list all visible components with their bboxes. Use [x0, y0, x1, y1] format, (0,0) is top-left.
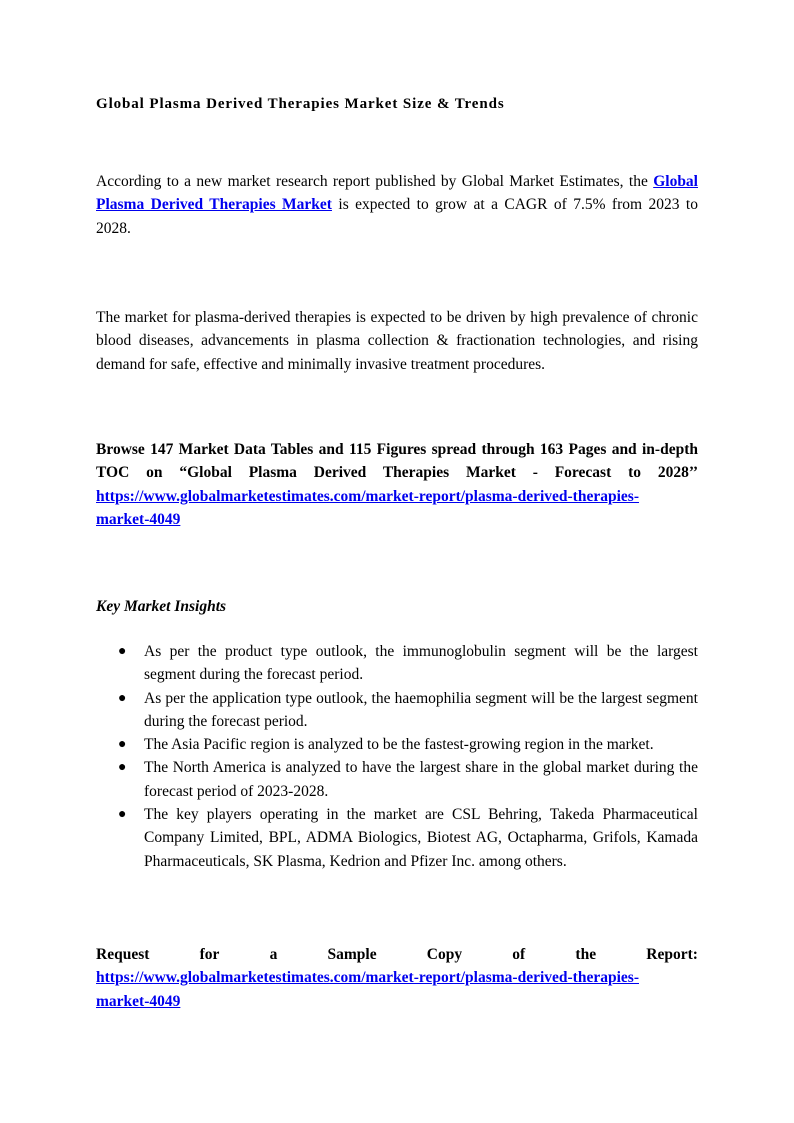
list-item-text: The key players operating in the market are CSL Behring, Takeda Pharmaceutical Company Limited, BPL, ADMA Biologics, Biotest AG, Octapharma, Grifols, Kamada Pharmaceuticals, SK Plasma, Kedrion and Pfizer Inc. among others. — [144, 806, 698, 870]
drivers-paragraph: The market for plasma-derived therapies is expected to be driven by high prevalence of chronic blood diseases, advancements in plasma collection & fractionation technologies, and rising demand for safe, effective and minimally invasive treatment procedures. — [96, 309, 698, 373]
browse-text: Browse 147 Market Data Tables and 115 Figures spread through 163 Pages and in-depth TOC on “Global Plasma Derived Therapies Market - Forecast to 2028’’ — [96, 441, 698, 482]
list-item — [96, 803, 698, 873]
insights-heading: Key Market Insights — [96, 598, 227, 615]
insights-list — [96, 640, 698, 873]
request-url-line1: https://www.globalmarketestimates.com/market-report/plasma-derived-therapies- — [96, 969, 639, 987]
request-word: Request — [96, 946, 150, 963]
browse-url-line2: market-4049 — [96, 510, 181, 528]
bullet-icon: ● — [118, 690, 127, 706]
bullet-icon: ● — [118, 737, 127, 753]
request-word: a — [269, 946, 278, 963]
market-report-link[interactable]: Global Plasma Derived Therapies Market — [96, 173, 698, 214]
request-word: the — [575, 946, 597, 963]
browse-url-line1: https://www.globalmarketestimates.com/market-report/plasma-derived-therapies- — [96, 487, 639, 505]
intro-text-before: According to a new market research report published by Global Market Estimates, the — [96, 173, 654, 190]
request-word: Copy — [426, 946, 463, 963]
request-word: of — [512, 946, 526, 963]
page-title: Global Plasma Derived Therapies Market Size & Trends — [96, 96, 505, 112]
list-item-text: The Asia Pacific region is analyzed to be the fastest-growing region in the market. — [144, 736, 654, 754]
request-url-line2: market-4049 — [96, 992, 181, 1010]
list-item — [96, 733, 698, 756]
sample-request-heading — [96, 943, 698, 966]
list-item — [96, 687, 698, 734]
bullet-icon: ● — [118, 760, 127, 776]
request-word: for — [199, 946, 220, 963]
list-item — [96, 640, 698, 687]
bullet-icon: ● — [118, 807, 127, 823]
request-word: Report: — [646, 946, 698, 963]
list-item-text: As per the application type outlook, the haemophilia segment will be the largest segment during the forecast period. — [144, 689, 698, 730]
sample-request-link[interactable] — [96, 969, 639, 1009]
request-word: Sample — [327, 946, 377, 963]
list-item — [96, 756, 698, 803]
list-item-text: The North America is analyzed to have the largest share in the global market during the forecast period of 2023-2028. — [144, 759, 698, 800]
browse-paragraph — [96, 438, 698, 531]
intro-paragraph — [96, 170, 698, 240]
browse-report-link[interactable] — [96, 488, 639, 528]
list-item-text: As per the product type outlook, the immunoglobulin segment will be the largest segment during the forecast period. — [144, 643, 698, 684]
sample-request — [96, 943, 698, 1013]
intro-text-after: is expected to grow at a CAGR of 7.5% from 2023 to 2028. — [96, 196, 698, 237]
bullet-icon: ● — [118, 644, 127, 659]
